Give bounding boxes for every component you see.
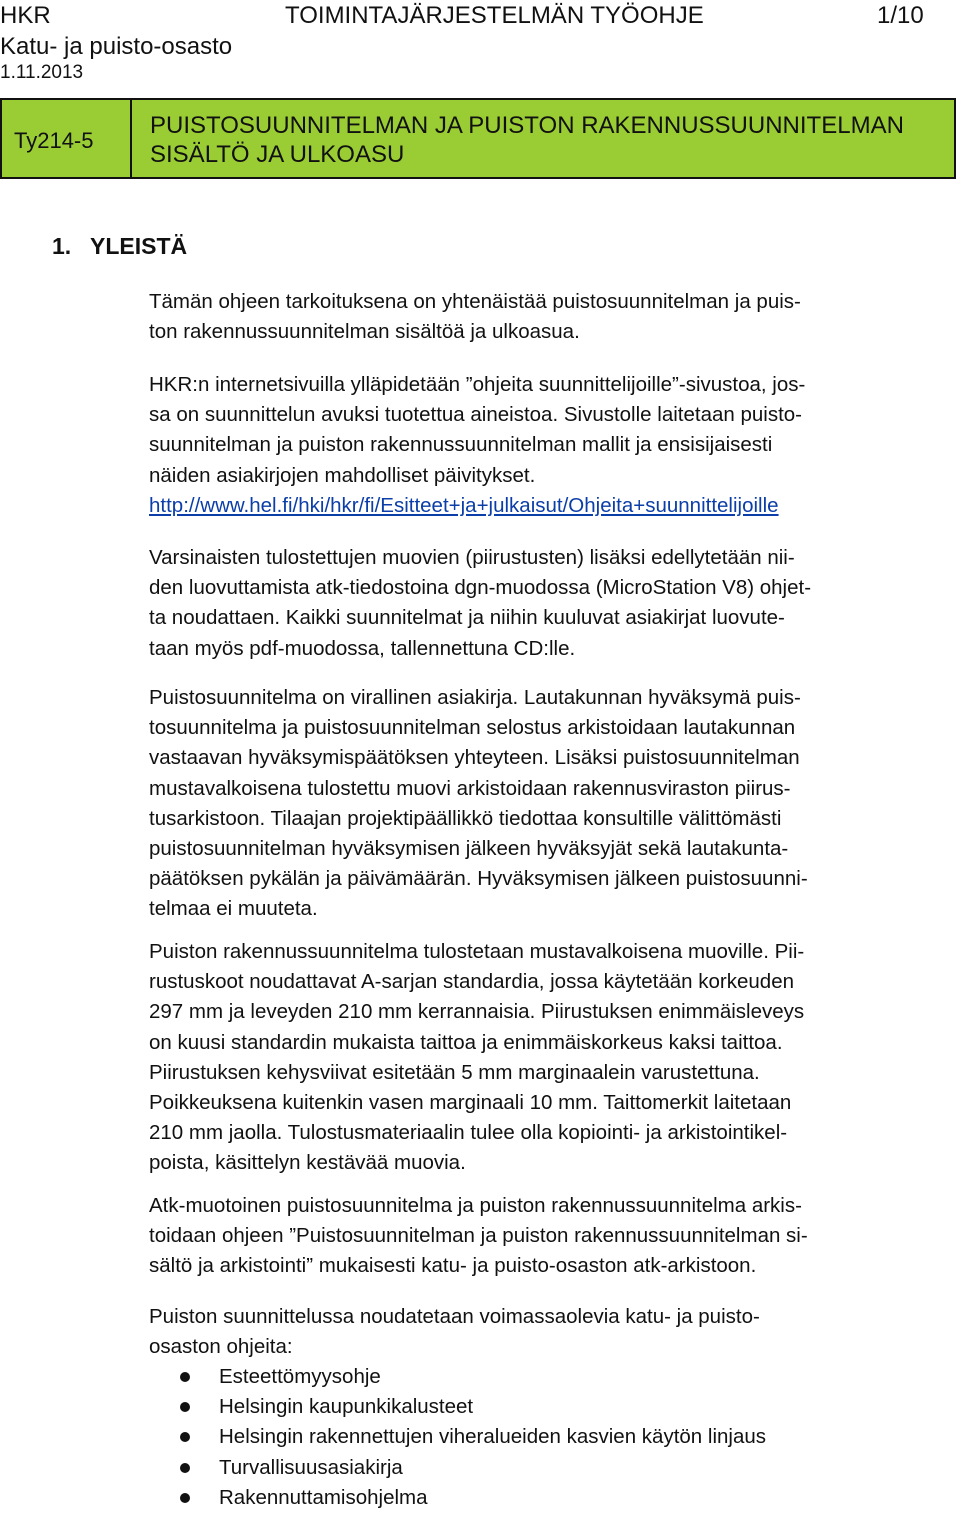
text-line: sa on suunnittelun avuksi tuotettua aineistoa. Sivustolle laitetaan puisto- (149, 403, 802, 427)
department: Katu- ja puisto-osasto (0, 33, 233, 60)
text-line: Atk-muotoinen puistosuunnitelma ja puiston rakennussuunnitelma arkis- (149, 1194, 802, 1217)
text-line: ta noudattaen. Kaikki suunnitelmat ja niihin kuuluvat asiakirjat luovute- (149, 606, 785, 630)
text-line: Piirustuksen kehysviivat esitetään 5 mm marginaalein varustettuna. (149, 1060, 760, 1084)
text-line: den luovuttamista atk-tiedostoina dgn-muodossa (MicroStation V8) ohjet- (149, 576, 812, 600)
text-line: taan myös pdf-muodossa, tallennettuna CD:lle. (149, 636, 576, 660)
document-title-line1: PUISTOSUUNNITELMAN JA PUISTON RAKENNUSSUUNNITELMAN (150, 112, 904, 139)
text-line: mustavalkoisena tulostettu muovi arkistoidaan rakennusviraston piirus- (149, 776, 791, 800)
list-item: Turvallisuusasiakirja (149, 1453, 766, 1483)
text-line: 210 mm jaolla. Tulostusmateriaalin tulee olla kopiointi- ja arkistointikel- (149, 1121, 788, 1145)
paragraph-file-formats (149, 543, 939, 664)
list-item: Helsingin rakennettujen viheralueiden kasvien käytön linjaus (149, 1422, 766, 1452)
text-line: on kuusi standardin mukaista taittoa ja enimmäiskorkeus kaksi taittoa. (149, 1030, 783, 1054)
org-name: HKR (0, 2, 51, 29)
bullet-icon (180, 1432, 190, 1442)
text-line: Tämän ohjeen tarkoituksena on yhtenäistää puistosuunnitelman ja puis- (149, 290, 801, 313)
text-line: näiden asiakirjojen mahdolliset päivitykset. (149, 463, 536, 487)
text-line: Puiston suunnittelussa noudatetaan voimassaolevia katu- ja puisto- (149, 1305, 760, 1328)
list-item: Esteettömyysohje (149, 1362, 766, 1392)
title-box (0, 98, 956, 179)
text-line: osaston ohjeita: (149, 1335, 293, 1359)
bullet-icon (180, 1372, 190, 1382)
paragraph-purpose (149, 287, 939, 347)
guidelines-list (149, 1362, 766, 1513)
list-item: Helsingin kaupunkikalusteet (149, 1392, 766, 1422)
text-line: sältö ja arkistointi” mukaisesti katu- ja puisto-osaston atk-arkistoon. (149, 1254, 757, 1278)
text-line: suunnitelman ja puiston rakennussuunnitelman mallit ja ensisijaisesti (149, 433, 773, 457)
text-line: Puistosuunnitelma on virallinen asiakirja. Lautakunnan hyväksymä puis- (149, 686, 801, 709)
text-line: telmaa ei muuteta. (149, 897, 318, 921)
text-line: Varsinaisten tulostettujen muovien (piirustusten) lisäksi edellytetään nii- (149, 546, 795, 569)
document-title-line2: SISÄLTÖ JA ULKOASU (150, 141, 405, 168)
text-line: ton rakennussuunnitelman sisältöä ja ulkoasua. (149, 320, 580, 344)
paragraph-park-plan (149, 683, 939, 925)
bullet-icon (180, 1402, 190, 1412)
text-line: rustuskoot noudattavat A-sarjan standardia, jossa käytetään korkeuden (149, 970, 795, 994)
text-line: vastaavan hyväksymispäätöksen yhteyteen. Lisäksi puistosuunnitelman (149, 746, 800, 770)
section-title: YLEISTÄ (90, 233, 188, 259)
text-line: puistosuunnitelman hyväksymisen jälkeen hyväksyjät sekä lautakunta- (149, 837, 789, 861)
document-code: Ty214-5 (14, 128, 94, 153)
text-line: tosuunnitelma ja puistosuunnitelman selostus arkistoidaan lautakunnan (149, 716, 796, 740)
paragraph-website (149, 370, 939, 521)
paragraph-construction-plan (149, 937, 939, 1179)
text-line: 297 mm ja leveyden 210 mm kerrannaisia. Piirustuksen enimmäisleveys (149, 1000, 805, 1024)
text-line: Puiston rakennussuunnitelma tulostetaan mustavalkoisena muoville. Pii- (149, 940, 805, 963)
paragraph-guidelines-intro (149, 1302, 939, 1362)
text-line: Poikkeuksena kuitenkin vasen marginaali 10 mm. Taittomerkit laitetaan (149, 1091, 792, 1115)
bullet-icon (180, 1463, 190, 1473)
bullet-icon (180, 1493, 190, 1503)
text-line: tusarkistoon. Tilaajan projektipäällikkö tiedottaa konsultille välittömästi (149, 806, 782, 830)
guidelines-link[interactable]: http://www.hel.fi/hki/hkr/fi/Esitteet+ja+julkaisut/Ohjeita+suunnittelijoille (149, 493, 779, 517)
doc-type: TOIMINTAJÄRJESTELMÄN TYÖOHJE (285, 2, 704, 29)
section-number: 1. (52, 233, 72, 259)
title-box-divider (130, 100, 132, 177)
text-line: HKR:n internetsivuilla ylläpidetään ”ohjeita suunnittelijoille”-sivustoa, jos- (149, 373, 806, 396)
text-line: poista, käsittelyn kestävää muovia. (149, 1151, 466, 1175)
text-line: toidaan ohjeen ”Puistosuunnitelman ja puiston rakennussuunnitelman si- (149, 1224, 808, 1248)
text-line: päätöksen pykälän ja päivämäärän. Hyväksymisen jälkeen puistosuunni- (149, 867, 808, 891)
list-item: Rakennuttamisohjelma (149, 1483, 766, 1513)
date: 1.11.2013 (0, 62, 84, 83)
page-number: 1/10 (877, 2, 924, 29)
paragraph-archiving (149, 1191, 939, 1282)
